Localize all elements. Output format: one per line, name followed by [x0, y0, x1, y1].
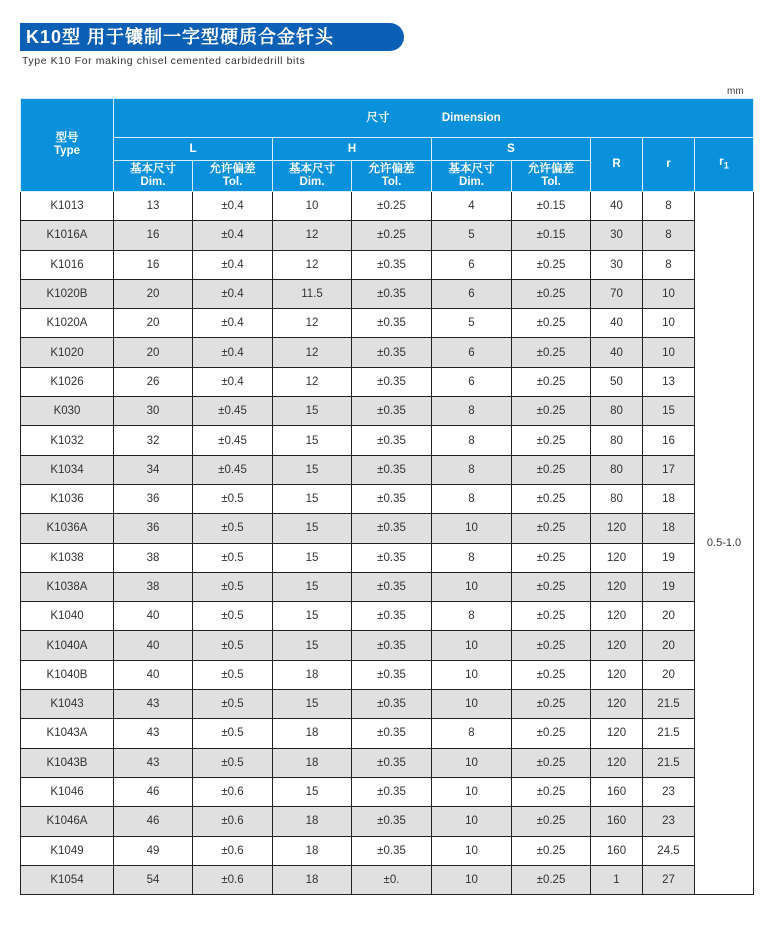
- table-row: [21, 192, 754, 221]
- table-row: [21, 543, 754, 572]
- cell-htol: ±0.35: [352, 309, 432, 338]
- cell-stol: ±0.25: [512, 836, 591, 865]
- cell-s: 10: [432, 836, 512, 865]
- cell-htol: ±0.35: [352, 543, 432, 572]
- cell-h: 18: [273, 807, 352, 836]
- cell-htol: ±0.35: [352, 602, 432, 631]
- cell-s: 8: [432, 543, 512, 572]
- subheader-tol-cn: 允许偏差: [209, 163, 256, 175]
- cell-ltol: ±0.5: [193, 543, 273, 572]
- cell-r: 30: [591, 250, 643, 279]
- subheader-tol-en: Tol.: [541, 176, 561, 188]
- cell-r: 23: [643, 807, 695, 836]
- cell-s: 8: [432, 397, 512, 426]
- cell-type: K1020: [21, 338, 114, 367]
- cell-r: 20: [643, 631, 695, 660]
- cell-ltol: ±0.5: [193, 748, 273, 777]
- cell-type: K1020A: [21, 309, 114, 338]
- cell-stol: ±0.25: [512, 748, 591, 777]
- cell-s: 5: [432, 309, 512, 338]
- table-row: [21, 397, 754, 426]
- cell-l: 38: [114, 572, 193, 601]
- table-row: [21, 221, 754, 250]
- cell-l: 30: [114, 397, 193, 426]
- cell-r: 120: [591, 690, 643, 719]
- cell-l: 34: [114, 455, 193, 484]
- cell-r: 21.5: [643, 690, 695, 719]
- cell-r: 30: [591, 221, 643, 250]
- cell-stol: ±0.15: [512, 192, 591, 221]
- table-row: [21, 455, 754, 484]
- cell-type: K1054: [21, 865, 114, 894]
- cell-h: 11.5: [273, 279, 352, 308]
- cell-ltol: ±0.5: [193, 719, 273, 748]
- cell-ltol: ±0.45: [193, 397, 273, 426]
- cell-htol: ±0.35: [352, 836, 432, 865]
- table-row: [21, 250, 754, 279]
- cell-type: K1016: [21, 250, 114, 279]
- dimension-header-cn: 尺寸: [366, 111, 390, 124]
- cell-l: 20: [114, 309, 193, 338]
- cell-h: 15: [273, 602, 352, 631]
- table-row: [21, 807, 754, 836]
- group-header-S: S: [432, 138, 591, 161]
- subheader-tol-cn: 允许偏差: [528, 163, 574, 175]
- type-header-cn: 型号: [55, 132, 79, 144]
- cell-stol: ±0.25: [512, 426, 591, 455]
- cell-ltol: ±0.4: [193, 309, 273, 338]
- subheader-dim-cn: 基本尺寸: [448, 163, 495, 175]
- cell-r: 8: [643, 250, 695, 279]
- cell-stol: ±0.25: [512, 514, 591, 543]
- cell-ltol: ±0.4: [193, 367, 273, 396]
- cell-h: 18: [273, 865, 352, 894]
- col-header-r1: [695, 138, 754, 192]
- cell-h: 12: [273, 367, 352, 396]
- cell-type: K1038A: [21, 572, 114, 601]
- cell-stol: ±0.25: [512, 484, 591, 513]
- subtitle: Type K10 For making chisel cemented carbidedrill bits: [22, 55, 306, 67]
- cell-r: 50: [591, 367, 643, 396]
- cell-htol: ±0.35: [352, 455, 432, 484]
- cell-r: 20: [643, 660, 695, 689]
- cell-h: 12: [273, 221, 352, 250]
- cell-r: 21.5: [643, 719, 695, 748]
- cell-h: 12: [273, 250, 352, 279]
- cell-stol: ±0.25: [512, 719, 591, 748]
- cell-ltol: ±0.4: [193, 221, 273, 250]
- cell-l: 40: [114, 631, 193, 660]
- cell-stol: ±0.25: [512, 865, 591, 894]
- table-row: [21, 631, 754, 660]
- cell-l: 36: [114, 514, 193, 543]
- cell-h: 15: [273, 543, 352, 572]
- cell-ltol: ±0.4: [193, 192, 273, 221]
- cell-r: 160: [591, 807, 643, 836]
- table-row: [21, 719, 754, 748]
- cell-r: 120: [591, 514, 643, 543]
- table-row: [21, 426, 754, 455]
- cell-r: 120: [591, 748, 643, 777]
- cell-r1-value: 0.5-1.0: [695, 192, 754, 895]
- cell-r: 120: [591, 572, 643, 601]
- cell-r: 8: [643, 192, 695, 221]
- cell-type: K1043: [21, 690, 114, 719]
- cell-stol: ±0.25: [512, 602, 591, 631]
- cell-l: 13: [114, 192, 193, 221]
- cell-r: 21.5: [643, 748, 695, 777]
- table-row: [21, 484, 754, 513]
- cell-stol: ±0.25: [512, 660, 591, 689]
- cell-r: 18: [643, 514, 695, 543]
- cell-ltol: ±0.6: [193, 836, 273, 865]
- cell-stol: ±0.25: [512, 690, 591, 719]
- cell-stol: ±0.25: [512, 543, 591, 572]
- col-header-r1-main: r: [719, 156, 724, 169]
- cell-ltol: ±0.5: [193, 690, 273, 719]
- cell-r: 160: [591, 777, 643, 806]
- subheader-H-dim: [273, 161, 352, 192]
- cell-l: 46: [114, 807, 193, 836]
- subheader-L-tol: [193, 161, 273, 192]
- cell-r: 80: [591, 426, 643, 455]
- cell-r: 40: [591, 338, 643, 367]
- cell-type: K1040A: [21, 631, 114, 660]
- cell-r: 8: [643, 221, 695, 250]
- cell-s: 10: [432, 807, 512, 836]
- cell-htol: ±0.35: [352, 748, 432, 777]
- cell-htol: ±0.35: [352, 719, 432, 748]
- cell-s: 4: [432, 192, 512, 221]
- cell-r: 120: [591, 631, 643, 660]
- cell-stol: ±0.25: [512, 309, 591, 338]
- cell-l: 49: [114, 836, 193, 865]
- type-header-en: Type: [54, 145, 80, 157]
- cell-type: K1040B: [21, 660, 114, 689]
- cell-stol: ±0.25: [512, 367, 591, 396]
- cell-r: 40: [591, 192, 643, 221]
- cell-stol: ±0.25: [512, 250, 591, 279]
- subheader-dim-cn: 基本尺寸: [289, 163, 335, 175]
- cell-htol: ±0.35: [352, 660, 432, 689]
- cell-ltol: ±0.5: [193, 572, 273, 601]
- cell-type: K1016A: [21, 221, 114, 250]
- cell-r: 19: [643, 543, 695, 572]
- cell-htol: ±0.25: [352, 192, 432, 221]
- cell-l: 38: [114, 543, 193, 572]
- cell-htol: ±0.35: [352, 514, 432, 543]
- cell-type: K1032: [21, 426, 114, 455]
- cell-htol: ±0.35: [352, 338, 432, 367]
- cell-s: 10: [432, 514, 512, 543]
- cell-s: 8: [432, 602, 512, 631]
- cell-type: K1034: [21, 455, 114, 484]
- cell-r: 13: [643, 367, 695, 396]
- cell-l: 20: [114, 279, 193, 308]
- cell-r: 40: [591, 309, 643, 338]
- cell-ltol: ±0.6: [193, 807, 273, 836]
- cell-r: 27: [643, 865, 695, 894]
- cell-l: 43: [114, 719, 193, 748]
- table-row: [21, 602, 754, 631]
- cell-stol: ±0.25: [512, 572, 591, 601]
- cell-ltol: ±0.6: [193, 777, 273, 806]
- cell-stol: ±0.25: [512, 777, 591, 806]
- table-row: [21, 572, 754, 601]
- cell-type: K1046A: [21, 807, 114, 836]
- cell-s: 8: [432, 426, 512, 455]
- cell-h: 18: [273, 719, 352, 748]
- cell-h: 15: [273, 514, 352, 543]
- type-header: [21, 99, 114, 192]
- cell-type: K1049: [21, 836, 114, 865]
- dimension-header-en: Dimension: [441, 111, 501, 124]
- cell-r: 70: [591, 279, 643, 308]
- unit-label: mm: [727, 86, 744, 97]
- cell-r: 17: [643, 455, 695, 484]
- table-row: [21, 309, 754, 338]
- col-header-r: r: [643, 138, 695, 192]
- cell-type: K1036A: [21, 514, 114, 543]
- subheader-dim-en: Dim.: [459, 176, 484, 188]
- cell-r: 120: [591, 602, 643, 631]
- cell-r: 16: [643, 426, 695, 455]
- subheader-tol-cn: 允许偏差: [368, 163, 415, 175]
- cell-stol: ±0.25: [512, 397, 591, 426]
- cell-s: 8: [432, 719, 512, 748]
- cell-r: 19: [643, 572, 695, 601]
- cell-h: 15: [273, 455, 352, 484]
- cell-s: 6: [432, 367, 512, 396]
- cell-r: 24.5: [643, 836, 695, 865]
- table-row: [21, 777, 754, 806]
- cell-h: 12: [273, 309, 352, 338]
- cell-type: K1038: [21, 543, 114, 572]
- cell-htol: ±0.35: [352, 631, 432, 660]
- cell-l: 40: [114, 660, 193, 689]
- cell-htol: ±0.35: [352, 397, 432, 426]
- group-header-H: H: [273, 138, 432, 161]
- cell-ltol: ±0.5: [193, 660, 273, 689]
- cell-stol: ±0.25: [512, 455, 591, 484]
- cell-h: 15: [273, 777, 352, 806]
- cell-l: 26: [114, 367, 193, 396]
- table-row: [21, 836, 754, 865]
- cell-s: 10: [432, 572, 512, 601]
- cell-htol: ±0.35: [352, 690, 432, 719]
- cell-r: 120: [591, 660, 643, 689]
- table-row: [21, 367, 754, 396]
- col-header-R: R: [591, 138, 643, 192]
- cell-stol: ±0.25: [512, 279, 591, 308]
- cell-ltol: ±0.5: [193, 631, 273, 660]
- cell-s: 8: [432, 484, 512, 513]
- cell-s: 10: [432, 631, 512, 660]
- cell-s: 10: [432, 865, 512, 894]
- cell-stol: ±0.25: [512, 631, 591, 660]
- cell-r: 120: [591, 719, 643, 748]
- subheader-S-dim: [432, 161, 512, 192]
- cell-r: 18: [643, 484, 695, 513]
- cell-s: 10: [432, 748, 512, 777]
- subheader-dim-en: Dim.: [299, 176, 325, 188]
- cell-htol: ±0.35: [352, 777, 432, 806]
- cell-r: 120: [591, 543, 643, 572]
- cell-h: 18: [273, 660, 352, 689]
- table-row: [21, 514, 754, 543]
- cell-s: 8: [432, 455, 512, 484]
- cell-h: 18: [273, 748, 352, 777]
- cell-h: 15: [273, 484, 352, 513]
- subheader-S-tol: [512, 161, 591, 192]
- table-row: [21, 865, 754, 894]
- cell-htol: ±0.35: [352, 572, 432, 601]
- cell-r: 80: [591, 484, 643, 513]
- cell-s: 6: [432, 279, 512, 308]
- cell-l: 40: [114, 602, 193, 631]
- table-row: [21, 660, 754, 689]
- cell-htol: ±0.35: [352, 484, 432, 513]
- cell-l: 43: [114, 748, 193, 777]
- cell-h: 15: [273, 690, 352, 719]
- cell-ltol: ±0.4: [193, 250, 273, 279]
- subheader-L-dim: [114, 161, 193, 192]
- group-header-L: L: [114, 138, 273, 161]
- cell-r: 160: [591, 836, 643, 865]
- cell-r: 80: [591, 397, 643, 426]
- cell-r: 10: [643, 338, 695, 367]
- subheader-tol-en: Tol.: [222, 176, 243, 188]
- cell-htol: ±0.35: [352, 279, 432, 308]
- table-row: [21, 690, 754, 719]
- cell-l: 54: [114, 865, 193, 894]
- cell-l: 16: [114, 250, 193, 279]
- cell-l: 46: [114, 777, 193, 806]
- cell-h: 10: [273, 192, 352, 221]
- cell-htol: ±0.: [352, 865, 432, 894]
- cell-htol: ±0.35: [352, 367, 432, 396]
- cell-ltol: ±0.6: [193, 865, 273, 894]
- cell-ltol: ±0.45: [193, 426, 273, 455]
- cell-h: 12: [273, 338, 352, 367]
- cell-r: 80: [591, 455, 643, 484]
- table-row: [21, 748, 754, 777]
- cell-s: 6: [432, 250, 512, 279]
- dimension-header: [114, 99, 754, 138]
- cell-s: 10: [432, 690, 512, 719]
- cell-l: 43: [114, 690, 193, 719]
- cell-type: K1046: [21, 777, 114, 806]
- cell-l: 20: [114, 338, 193, 367]
- subheader-H-tol: [352, 161, 432, 192]
- cell-h: 18: [273, 836, 352, 865]
- cell-s: 5: [432, 221, 512, 250]
- cell-stol: ±0.25: [512, 338, 591, 367]
- cell-r: 1: [591, 865, 643, 894]
- cell-ltol: ±0.5: [193, 514, 273, 543]
- cell-stol: ±0.15: [512, 221, 591, 250]
- cell-htol: ±0.35: [352, 426, 432, 455]
- cell-r: 10: [643, 279, 695, 308]
- cell-type: K1013: [21, 192, 114, 221]
- cell-htol: ±0.25: [352, 221, 432, 250]
- cell-ltol: ±0.4: [193, 338, 273, 367]
- cell-s: 10: [432, 777, 512, 806]
- cell-ltol: ±0.4: [193, 279, 273, 308]
- cell-ltol: ±0.5: [193, 602, 273, 631]
- cell-htol: ±0.35: [352, 807, 432, 836]
- cell-r: 20: [643, 602, 695, 631]
- subheader-tol-en: Tol.: [381, 176, 402, 188]
- cell-h: 15: [273, 397, 352, 426]
- cell-stol: ±0.25: [512, 807, 591, 836]
- cell-type: K1020B: [21, 279, 114, 308]
- cell-s: 10: [432, 660, 512, 689]
- cell-type: K1036: [21, 484, 114, 513]
- cell-l: 32: [114, 426, 193, 455]
- cell-h: 15: [273, 426, 352, 455]
- cell-type: K1043B: [21, 748, 114, 777]
- title-banner: K10型 用于镶制一字型硬质合金钎头: [20, 23, 404, 51]
- cell-r: 23: [643, 777, 695, 806]
- cell-ltol: ±0.5: [193, 484, 273, 513]
- cell-r: 10: [643, 309, 695, 338]
- subheader-dim-cn: 基本尺寸: [130, 163, 176, 175]
- cell-type: K030: [21, 397, 114, 426]
- cell-h: 15: [273, 631, 352, 660]
- table-row: [21, 338, 754, 367]
- col-header-r1-sub: 1: [723, 160, 729, 172]
- cell-r: 15: [643, 397, 695, 426]
- cell-l: 16: [114, 221, 193, 250]
- spec-table: [20, 98, 754, 895]
- subheader-dim-en: Dim.: [140, 176, 166, 188]
- cell-h: 15: [273, 572, 352, 601]
- cell-htol: ±0.35: [352, 250, 432, 279]
- cell-type: K1026: [21, 367, 114, 396]
- cell-ltol: ±0.45: [193, 455, 273, 484]
- cell-s: 6: [432, 338, 512, 367]
- cell-l: 36: [114, 484, 193, 513]
- table-row: [21, 279, 754, 308]
- cell-type: K1040: [21, 602, 114, 631]
- cell-type: K1043A: [21, 719, 114, 748]
